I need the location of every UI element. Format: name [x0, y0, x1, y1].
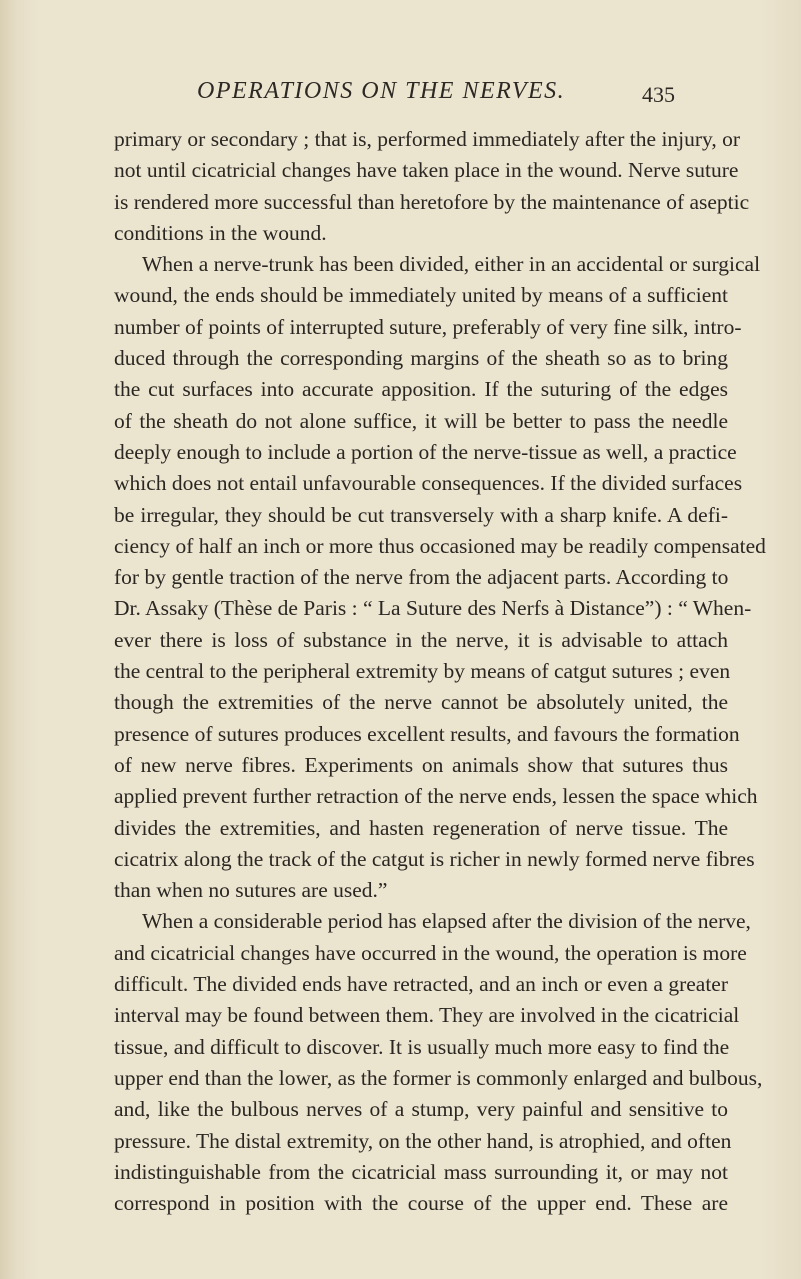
text-line: not until cicatricial changes have taken place in the wound. Nerve suture: [114, 158, 739, 183]
text-line: deeply enough to include a portion of the nerve-tissue as well, a practice: [114, 439, 737, 464]
text-line: When a nerve-trunk has been divided, either in an accidental or surgical: [142, 252, 761, 277]
text-line: tissue, and difficult to discover. It is usually much more easy to find the: [114, 1034, 730, 1059]
text-line: for by gentle traction of the nerve from the adjacent parts. According to: [114, 565, 729, 590]
text-line: primary or secondary ; that is, performed immediately after the injury, or: [114, 127, 741, 151]
text-line: though the extremities of the nerve cannot be absolutely united, the: [114, 690, 728, 715]
text-line: Dr. Assaky (Thèse de Paris : “ La Suture des Nerfs à Distance”) : “ When-: [114, 596, 752, 621]
text-line: ever there is loss of substance in the nerve, it is advisable to attach: [114, 627, 728, 652]
text-line: divides the extremities, and hasten regeneration of nerve tissue. The: [114, 815, 728, 840]
text-line: interval may be found between them. They are involved in the cicatricial: [114, 1003, 740, 1028]
text-line: ciency of half an inch or more thus occasioned may be readily compensated: [114, 533, 766, 558]
text-line: which does not entail unfavourable consequences. If the divided surfaces: [114, 471, 743, 496]
body-text: [114, 124, 766, 1219]
text-line: and, like the bulbous nerves of a stump, very painful and sensitive to: [114, 1097, 728, 1122]
text-line: difficult. The divided ends have retracted, and an inch or even a greater: [114, 972, 728, 997]
text-line: wound, the ends should be immediately united by means of a sufficient: [114, 283, 728, 308]
text-line: When a considerable period has elapsed after the division of the nerve,: [142, 909, 751, 934]
text-line: pressure. The distal extremity, on the other hand, is atrophied, and often: [114, 1128, 732, 1153]
text-line: and cicatricial changes have occurred in the wound, the operation is more: [114, 940, 747, 965]
text-line: than when no sutures are used.”: [114, 878, 388, 903]
text-line: the central to the peripheral extremity by means of catgut sutures ; even: [114, 659, 731, 684]
text-line: cicatrix along the track of the catgut is richer in newly formed nerve fibres: [114, 846, 755, 871]
text-line: is rendered more successful than heretofore by the maintenance of aseptic: [114, 189, 750, 214]
text-line: upper end than the lower, as the former is commonly enlarged and bulbous,: [114, 1065, 763, 1090]
text-line: of new nerve fibres. Experiments on animals show that sutures thus: [114, 752, 728, 777]
text-line: be irregular, they should be cut transversely with a sharp knife. A defi-: [114, 502, 728, 527]
text-line: number of points of interrupted suture, preferably of very fine silk, intro-: [114, 314, 742, 339]
running-head: [0, 78, 801, 110]
text-line: applied prevent further retraction of the nerve ends, lessen the space which: [114, 784, 758, 809]
text-line: duced through the corresponding margins of the sheath so as to bring: [114, 346, 728, 371]
text-line: indistinguishable from the cicatricial mass surrounding it, or may not: [114, 1159, 728, 1184]
text-line: presence of sutures produces excellent results, and favours the formation: [114, 721, 740, 746]
text-line: correspond in position with the course of the upper end. These are: [114, 1191, 728, 1216]
text-line: the cut surfaces into accurate apposition. If the suturing of the edges: [114, 377, 728, 402]
text-line: of the sheath do not alone suffice, it will be better to pass the needle: [114, 408, 728, 433]
page-number: 435: [642, 82, 675, 107]
text-line: conditions in the wound.: [114, 220, 327, 245]
running-head-title: OPERATIONS ON THE NERVES.: [197, 78, 566, 104]
